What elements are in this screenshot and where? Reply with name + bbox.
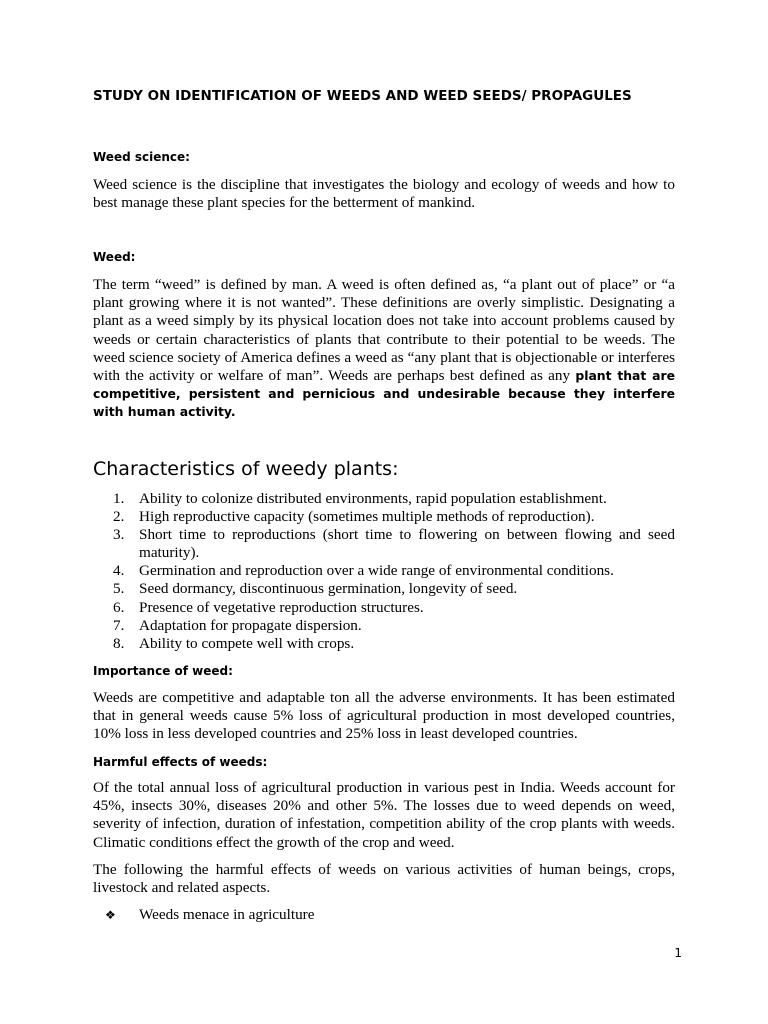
list-item xyxy=(93,562,675,580)
list-item xyxy=(93,635,675,653)
list-item-number: 7. xyxy=(113,616,125,634)
list-item xyxy=(93,508,675,526)
list-item xyxy=(93,580,675,598)
list-item-number: 8. xyxy=(113,634,125,652)
list-item xyxy=(93,526,675,562)
list-item-number: 5. xyxy=(113,580,125,598)
list-item-text: Adaptation for propagate dispersion. xyxy=(139,616,362,634)
bullet-item xyxy=(105,906,665,924)
document-title: STUDY ON IDENTIFICATION OF WEEDS AND WEED SEEDS/ PROPAGULES xyxy=(93,88,632,104)
list-item xyxy=(93,490,675,508)
list-item-number: 2. xyxy=(113,508,125,526)
list-item-text: Presence of vegetative reproduction structures. xyxy=(139,598,424,616)
harmful-effects-intro: The following the harmful effects of weeds on various activities of human beings, crops, livestock and related aspects. xyxy=(93,861,675,897)
weed-paragraph-text: The term “weed” is defined by man. A weed is often defined as, “a plant out of place” or “a plant growing where it is not wanted”. These definitions are overly simplistic. Designating a plant as a weed simply by its physical location does not take into account problems caused by weeds or certain characteristics of plants that contribute to their potential to be weeds. The weed science society of America defines a weed as “any plant that is objectionable or interferes with the activity or welfare of man”. Weeds are perhaps best defined as any xyxy=(93,276,675,385)
weed-science-heading: Weed science: xyxy=(93,150,190,164)
page-number: 1 xyxy=(674,946,682,960)
list-item xyxy=(93,599,675,617)
weed-science-paragraph: Weed science is the discipline that investigates the biology and ecology of weeds and how to best manage these plant species for the betterment of mankind. xyxy=(93,176,675,212)
list-item-number: 3. xyxy=(113,526,125,544)
weed-heading: Weed: xyxy=(93,250,136,264)
list-item-text: High reproductive capacity (sometimes multiple methods of reproduction). xyxy=(139,508,595,526)
characteristics-heading: Characteristics of weedy plants: xyxy=(93,458,399,480)
list-item-number: 4. xyxy=(113,562,125,580)
list-item-text: Ability to colonize distributed environments, rapid population establishment. xyxy=(139,490,607,507)
list-item xyxy=(93,617,675,635)
list-item-number: 1. xyxy=(113,490,125,507)
characteristics-list xyxy=(93,490,675,653)
list-item-text: Seed dormancy, discontinuous germination, longevity of seed. xyxy=(139,580,518,598)
weed-paragraph-emphasis: plant that are competitive, persistent and pernicious and undesirable because they interfere with human activity. xyxy=(93,368,675,420)
diamond-bullet-icon: ❖ xyxy=(105,908,116,922)
list-item-text: Germination and reproduction over a wide range of environmental conditions. xyxy=(139,562,614,580)
importance-paragraph: Weeds are competitive and adaptable ton all the adverse environments. It has been estimated that in general weeds cause 5% loss of agricultural production in most developed countries, 10% loss in less developed countries and 25% loss in least developed countries. xyxy=(93,689,675,743)
importance-heading: Importance of weed: xyxy=(93,664,233,678)
harmful-effects-paragraph: Of the total annual loss of agricultural production in various pest in India. Weeds account for 45%, insects 30%, diseases 20% and other 5%. The losses due to weed depends on weed, severity of infection, duration of infestation, competition ability of the crop plants with weeds. Climatic conditions effect the growth of the crop and weed. xyxy=(93,779,675,851)
list-item-text: Ability to compete well with crops. xyxy=(139,634,355,652)
list-item-number: 6. xyxy=(113,598,125,616)
bullet-item-text: Weeds menace in agriculture xyxy=(139,906,315,923)
list-item-text: Short time to reproductions (short time to flowering on between flowing and seed maturity). xyxy=(139,526,675,562)
harmful-effects-heading: Harmful effects of weeds: xyxy=(93,755,268,769)
weed-paragraph xyxy=(93,276,675,422)
